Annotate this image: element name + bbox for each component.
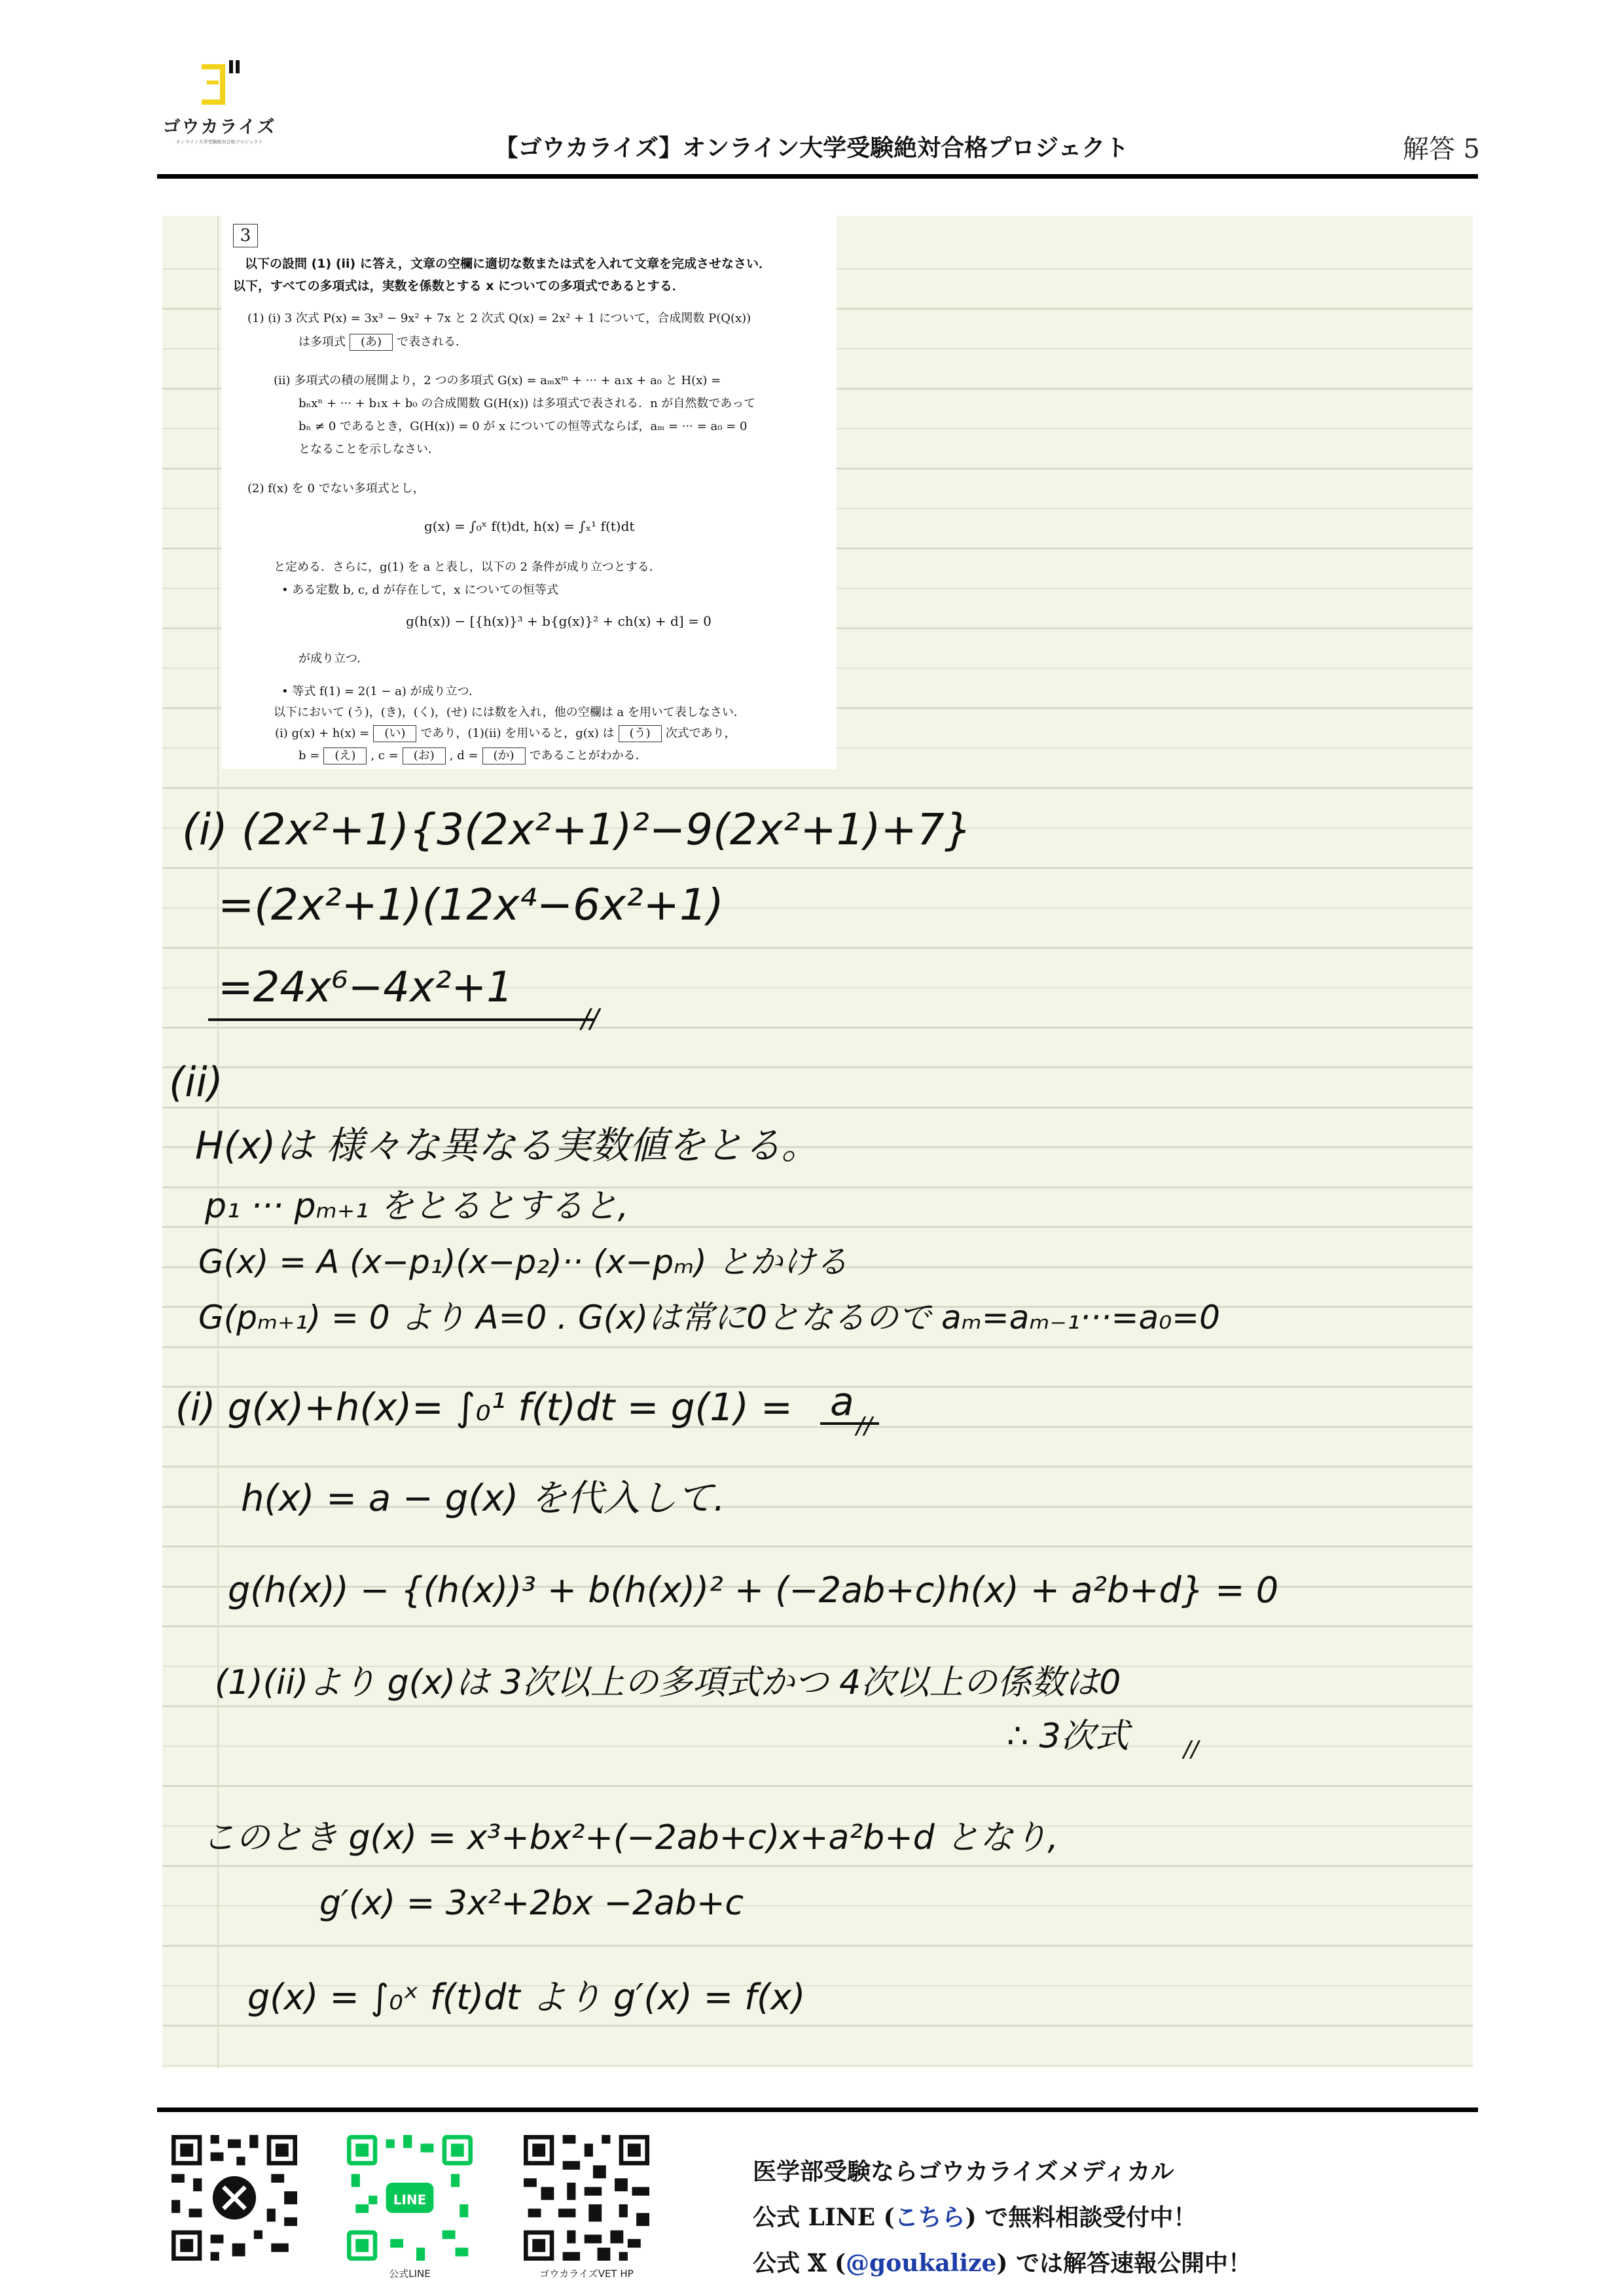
- hw-line-13-mark: //: [1183, 1736, 1199, 1763]
- hw-line-1: (i) (2x²+1){3(2x²+1)²−9(2x²+1)+7}: [182, 804, 972, 855]
- q1ii-line1: (ii) 多項式の積の展開より，2 つの多項式 G(x) = aₘxᵐ + ··· + a₁x + a₀ と H(x) =: [274, 374, 721, 387]
- answer-box-ka: (か): [482, 747, 526, 764]
- hw-line-11: g(h(x)) − {(h(x))³ + b(h(x))² + (−2ab+c)h(x) + a²b+d} = 0: [228, 1570, 1279, 1611]
- hw-line-5: H(x)は 様々な異なる実数値をとる。: [195, 1123, 820, 1168]
- hw-line-4: (ii): [169, 1058, 223, 1106]
- q2-identity: g(h(x)) − [{h(x)}³ + b{g(x)}² + ch(x) + d] = 0: [406, 613, 712, 629]
- footer-line-3-pre: 公式 𝕏 (: [753, 2250, 846, 2277]
- q2-formula: g(x) = ∫₀ˣ f(t)dt, h(x) = ∫ₓ¹ f(t)dt: [424, 518, 635, 534]
- problem-intro-2: 以下，すべての多項式は，実数を係数とする x についての多項式であるとする．: [233, 279, 685, 293]
- answer-box-a: (あ): [350, 334, 393, 351]
- q2-bullet1: • ある定数 b, c, d が存在して，x についての恒等式: [281, 583, 558, 597]
- q2i-c: , c =: [370, 749, 399, 762]
- q1ii-line3: bₙ ≠ 0 であるとき，G(H(x)) = 0 が x についての恒等式ならば，aₘ = ··· = a₀ = 0: [298, 420, 748, 433]
- hw-line-16: g(x) = ∫₀ˣ f(t)dt より g′(x) = f(x): [247, 1977, 806, 2018]
- q2i-end: であることがわかる．: [529, 749, 647, 762]
- hw-line-9: (i) g(x)+h(x)= ∫₀¹ f(t)dt = g(1) =: [175, 1385, 793, 1429]
- brand-logo: [154, 59, 285, 157]
- footer-line-2-pre: 公式 LINE (: [753, 2204, 895, 2231]
- answer-box-i: (い): [373, 725, 416, 742]
- footer-line-3-post: ) では解答速報公開中！: [996, 2250, 1252, 2277]
- hw-line-3: =24x⁶−4x²+1: [218, 963, 513, 1012]
- hw-line-9-answer: a: [830, 1379, 854, 1425]
- hw-line-10: h(x) = a − g(x) を代入して.: [241, 1477, 725, 1520]
- hw-line-7: G(x) = A (x−p₁)(x−p₂)·· (x−pₘ) とかける: [198, 1243, 848, 1281]
- q2-line3: 以下において (う)，(き)，(く)，(せ) には数を入れ，他の空欄は a を用いて表しなさい．: [274, 706, 746, 719]
- hw-line-15: g′(x) = 3x²+2bx −2ab+c: [319, 1884, 744, 1923]
- logo-mark-icon: [196, 59, 242, 106]
- header-divider: [157, 174, 1478, 179]
- footer-divider: [157, 2108, 1478, 2112]
- q2i-d: , d =: [449, 749, 478, 762]
- q1i-pre: は多項式: [298, 335, 346, 349]
- q1ii-line4: となることを示しなさい．: [298, 442, 440, 456]
- line-link[interactable]: こちら: [894, 2204, 965, 2231]
- answer-box-e: (え): [323, 747, 367, 764]
- hw-line-3-mark: //: [581, 1004, 599, 1034]
- handwritten-solution: [162, 216, 1473, 2068]
- q2i-mid: であり，(1)(ii) を用いると，g(x) は: [420, 726, 615, 740]
- hw-line-14: このとき g(x) = x³+bx²+(−2ab+c)x+a²b+d となり,: [202, 1818, 1058, 1857]
- q2i-pre: (i) g(x) + h(x) =: [275, 726, 370, 740]
- footer-line-2: [753, 2199, 1197, 2233]
- q2i-post: 次式であり，: [665, 726, 736, 740]
- hw-line-2: =(2x²+1)(12x⁴−6x²+1): [218, 880, 724, 930]
- q1i-post: で表される．: [397, 335, 468, 349]
- q2-holds: が成り立つ．: [298, 652, 369, 666]
- problem-intro-1: 以下の設問 (1) (ii) に答え，文章の空欄に適切な数または式を入れて文章を完成させなさい．: [245, 257, 771, 271]
- hw-line-9-mark: //: [856, 1412, 873, 1439]
- page-number: 解答 5: [1402, 134, 1480, 164]
- qr2-label: 公式LINE: [389, 2268, 431, 2280]
- notebook-sheet: [162, 216, 1473, 2068]
- q1i-line1: (1) (i) 3 次式 P(x) = 3x³ − 9x² + 7x と 2 次式 Q(x) = 2x² + 1 について，合成関数 P(Q(x)): [247, 312, 751, 325]
- q2-bullet2: • 等式 f(1) = 2(1 − a) が成り立つ．: [281, 685, 480, 698]
- x-qr-code-icon[interactable]: [171, 2135, 297, 2261]
- logo-tagline: オンライン大学受験絶対合格プロジェクト: [175, 139, 263, 145]
- q2-line1: (2) f(x) を 0 でない多項式とし，: [247, 482, 425, 495]
- footer-line-1: 医学部受験ならゴウカライズメディカル: [753, 2158, 1174, 2185]
- line-badge: LINE: [393, 2192, 427, 2208]
- q2i-b: b =: [298, 749, 320, 762]
- answer-box-u: (う): [619, 725, 662, 742]
- qr3-label: ゴウカライズVET HP: [539, 2268, 634, 2280]
- hw-line-8: G(pₘ₊₁) = 0 より A=0 . G(x)は常に0となるので aₘ=aₘ₋₁···=a₀=0: [198, 1299, 1220, 1336]
- problem-number: 3: [233, 224, 258, 247]
- q2-line2: と定める．さらに，g(1) を a と表し，以下の 2 条件が成り立つとする．: [274, 560, 661, 574]
- hw-line-13: ∴ 3次式: [1007, 1717, 1129, 1756]
- page-title: 【ゴウカライズ】オンライン大学受験絶対合格プロジェクト: [494, 135, 1129, 162]
- hp-qr-code-icon[interactable]: [524, 2135, 649, 2261]
- footer-line-3: [753, 2245, 1252, 2278]
- footer-line-2-post: ) で無料相談受付中！: [965, 2204, 1197, 2231]
- x-account-link[interactable]: @goukalize: [846, 2250, 997, 2277]
- logo-name: ゴウカライズ: [162, 117, 276, 137]
- answer-box-o: (お): [403, 747, 446, 764]
- q1ii-line2: bₙxⁿ + ··· + b₁x + b₀ の合成関数 G(H(x)) は多項式で表される．n が自然数であって: [298, 397, 756, 410]
- hw-line-12: (1)(ii)より g(x)は 3次以上の多項式かつ 4次以上の係数は0: [215, 1663, 1121, 1702]
- hw-line-6: p₁ ··· pₘ₊₁ をとるとすると,: [205, 1187, 629, 1226]
